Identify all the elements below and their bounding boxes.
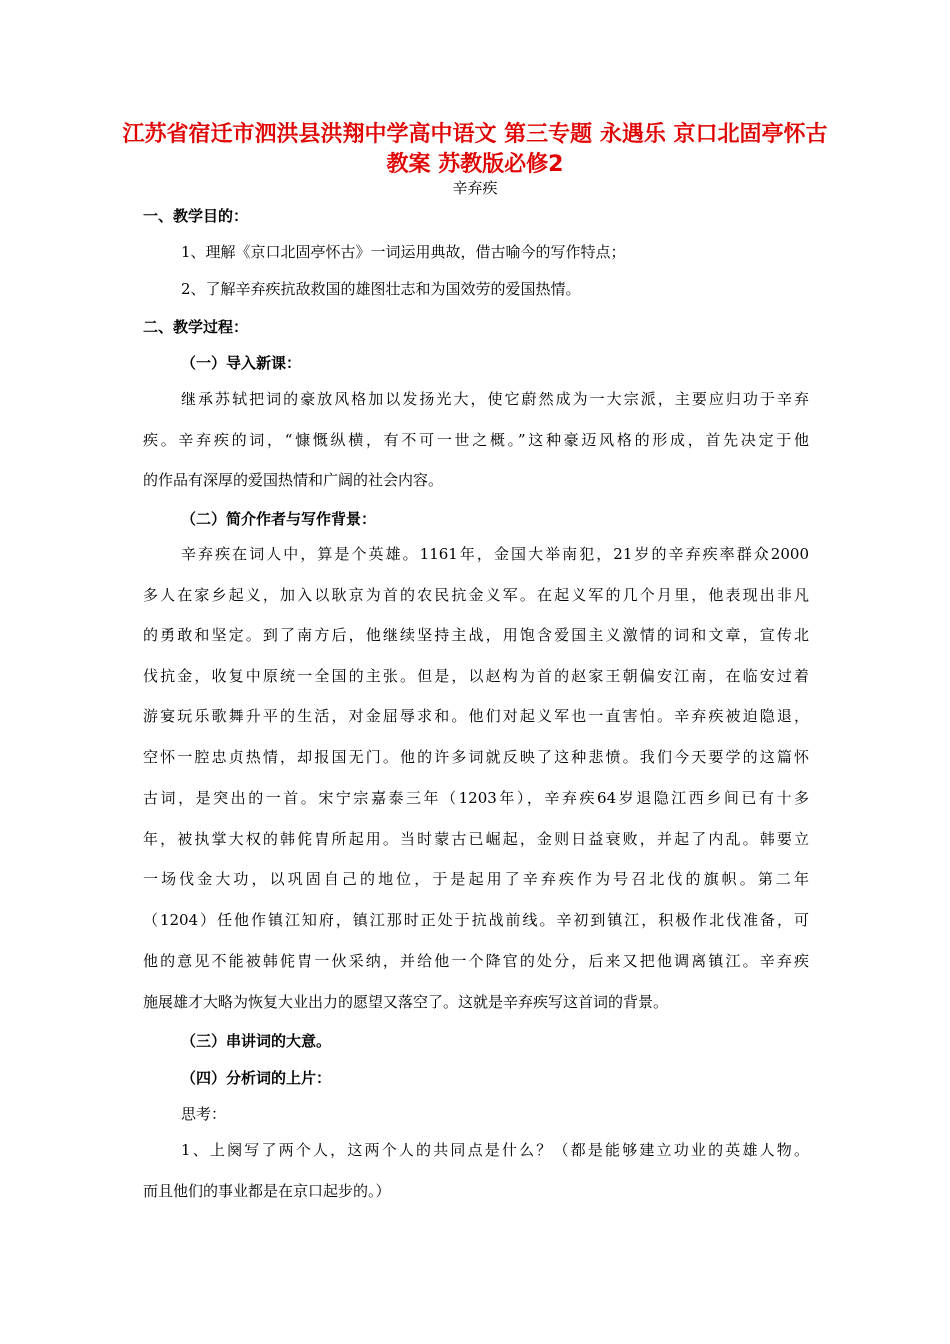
question-line: 而且他们的事业都是在京口起步的。） xyxy=(143,1182,391,1200)
paragraph-line: 伐抗金，收复中原统一全国的主张。但是，以赵构为首的赵家王朝偏安江南，在临安过着 xyxy=(143,667,809,685)
paragraph-line: 空怀一腔忠贞热情，却报国无门。他的许多词就反映了这种悲愤。我们今天要学的这篇怀 xyxy=(143,748,809,766)
subsection-heading-analysis: （四）分析词的上片： xyxy=(181,1069,332,1087)
section-heading-process: 二、教学过程： xyxy=(143,318,249,336)
paragraph-line: 他的意见不能被韩侂胄一伙采纳，并给他一个降官的处分，后来又把他调离镇江。辛弃疾 xyxy=(143,952,809,970)
subsection-heading-background: （二）简介作者与写作背景： xyxy=(181,510,377,528)
objective-item-1: 1、理解《京口北固亭怀古》一词运用典故，借古喻今的写作特点； xyxy=(181,243,626,261)
paragraph-line: 多人在家乡起义，加入以耿京为首的农民抗金义军。在起义军的几个月里，他表现出非凡 xyxy=(143,586,809,604)
section-heading-objectives: 一、教学目的： xyxy=(143,207,249,225)
objective-item-2: 2、了解辛弃疾抗敌救国的雄图壮志和为国效劳的爱国热情。 xyxy=(181,280,581,298)
paragraph-line: 年，被执掌大权的韩侂胄所起用。当时蒙古已崛起，金则日益衰败，并起了内乱。韩要立 xyxy=(143,830,809,848)
paragraph-line: 古词，是突出的一首。宋宁宗嘉泰三年（1203年），辛弃疾64岁退隐江西乡间已有十多 xyxy=(143,789,809,807)
author-name: 辛弃疾 xyxy=(452,179,498,197)
paragraph-line: 的作品有深厚的爱国热情和广阔的社会内容。 xyxy=(143,471,444,489)
subsection-heading-summary: （三）串讲词的大意。 xyxy=(181,1032,332,1050)
think-label: 思考： xyxy=(181,1105,227,1123)
question-line: 1、上阕写了两个人，这两个人的共同点是什么？（都是能够建立功业的英雄人物。 xyxy=(181,1141,809,1159)
paragraph-line: 继承苏轼把词的豪放风格加以发扬光大，使它蔚然成为一大宗派，主要应归功于辛弃 xyxy=(181,390,809,408)
paragraph-line: 的勇敢和坚定。到了南方后，他继续坚持主战，用饱含爱国主义激情的词和文章，宣传北 xyxy=(143,626,809,644)
paragraph-line: 施展雄才大略为恢复大业出力的愿望又落空了。这就是辛弃疾写这首词的背景。 xyxy=(143,993,669,1011)
paragraph-line: （1204）任他作镇江知府，镇江那时正处于抗战前线。辛初到镇江，积极作北伐准备，可 xyxy=(143,911,809,929)
subsection-heading-intro: （一）导入新课： xyxy=(181,354,302,372)
document-title: 江苏省宿迁市泗洪县洪翔中学高中语文 第三专题 永遇乐 京口北固亭怀古教案 苏教版必修2 xyxy=(122,122,828,177)
paragraph-line: 辛弃疾在词人中，算是个英雄。1161年，金国大举南犯，21岁的辛弃疾率群众2000 xyxy=(181,545,809,563)
paragraph-line: 游宴玩乐歌舞升平的生活，对金屈辱求和。他们对起义军也一直害怕。辛弃疾被迫隐退， xyxy=(143,707,809,725)
paragraph-line: 一场伐金大功，以巩固自己的地位，于是起用了辛弃疾作为号召北伐的旗帜。第二年 xyxy=(143,870,809,888)
paragraph-line: 疾。辛弃疾的词，“慷慨纵横，有不可一世之概。”这种豪迈风格的形成，首先决定于他 xyxy=(143,431,809,449)
